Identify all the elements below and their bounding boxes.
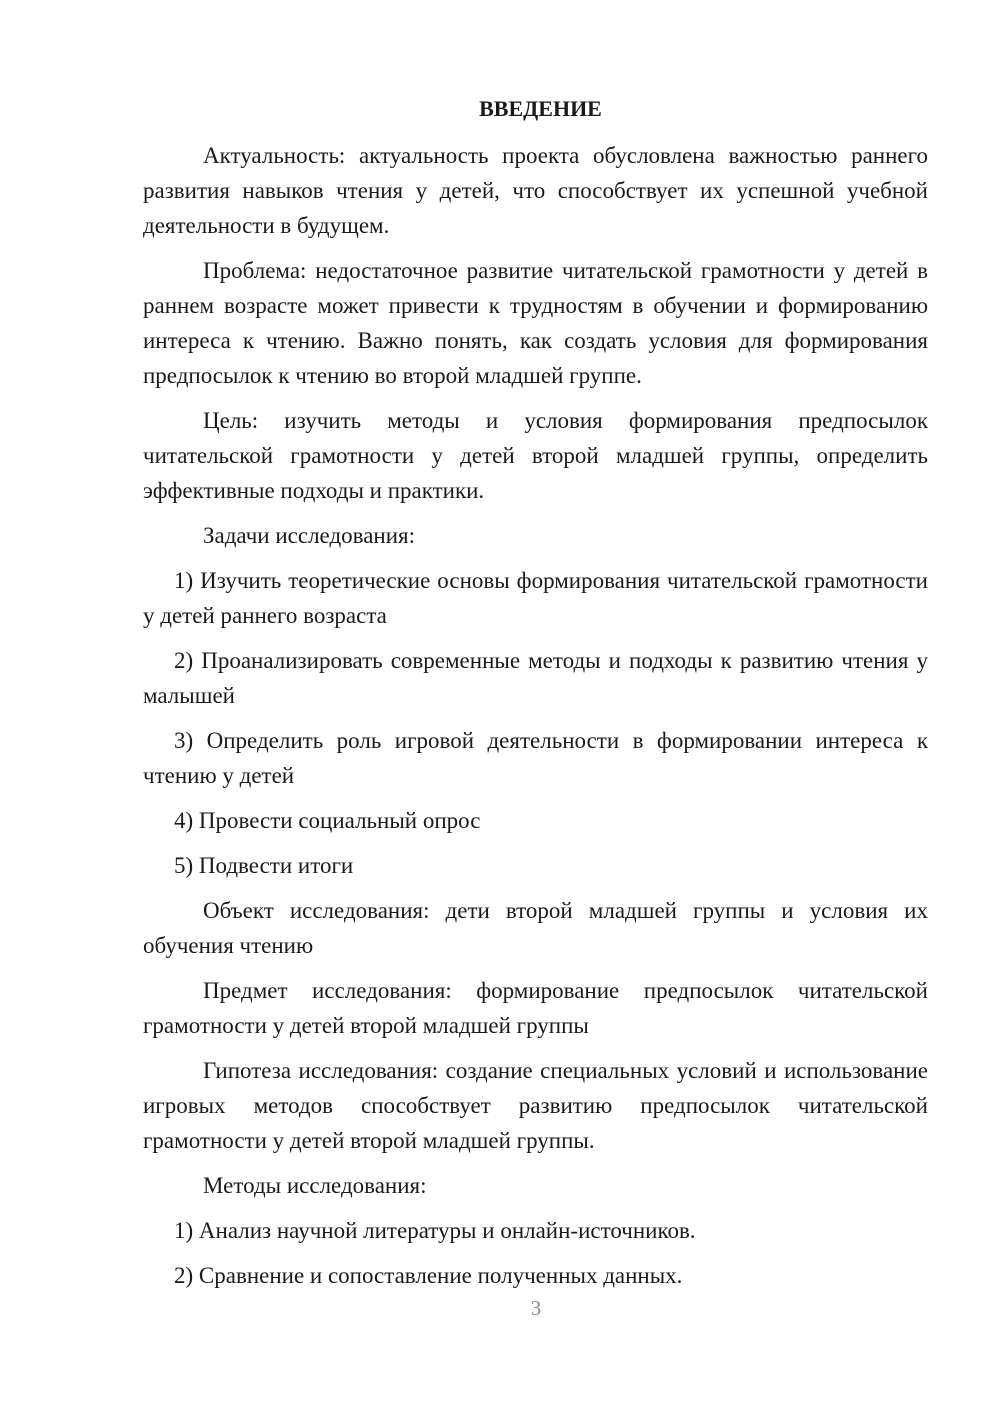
object-paragraph: Объект исследования: дети второй младшей группы и условия их обучения чтению [143,898,928,958]
task-item: 4) Провести социальный опрос [174,808,481,833]
problem-paragraph: Проблема: недостаточное развитие читательской грамотности у детей в раннем возрасте может привести к трудностям в обучении и формированию интереса к чтению. Важно понять, как создать условия для формирования предпосылок к чтению во второй младшей группе. [143,258,928,388]
page-number: 3 [530,1296,542,1320]
method-item: 2) Сравнение и сопоставление полученных данных. [174,1263,683,1288]
task-item: 2) Проанализировать современные методы и подходы к развитию чтения у малышей [143,648,928,708]
document-page [143,94,928,1303]
goal-paragraph: Цель: изучить методы и условия формирования предпосылок читательской грамотности у детей второй младшей группы, определить эффективные подходы и практики. [143,408,928,503]
task-item: 3) Определить роль игровой деятельности в формировании интереса к чтению у детей [143,728,928,788]
relevance-paragraph: Актуальность: актуальность проекта обусловлена важностью раннего развития навыков чтения у детей, что способствует их успешной учебной деятельности в будущем. [143,143,928,238]
method-item: 1) Анализ научной литературы и онлайн-источников. [174,1218,696,1243]
subject-paragraph: Предмет исследования: формирование предпосылок читательской грамотности у детей второй младшей группы [143,978,928,1038]
tasks-heading: Задачи исследования: [203,523,416,548]
page-title: ВВЕДЕНИЕ [479,96,602,121]
methods-heading: Методы исследования: [203,1173,427,1198]
task-item: 5) Подвести итоги [174,853,354,878]
hypothesis-paragraph: Гипотеза исследования: создание специальных условий и использование игровых методов способствует развитию предпосылок читательской грамотности у детей второй младшей группы. [143,1058,928,1153]
task-item: 1) Изучить теоретические основы формирования читательской грамотности у детей раннего возраста [143,568,928,628]
